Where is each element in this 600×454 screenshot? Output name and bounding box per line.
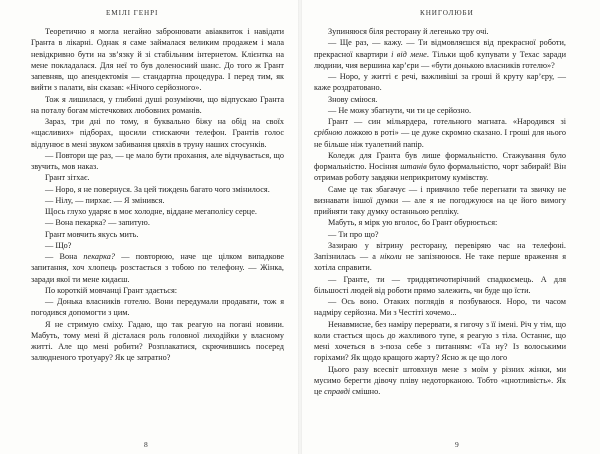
italic-run: пекарка? xyxy=(83,252,116,261)
paragraph xyxy=(31,184,284,195)
text-run: Саме це так збагачує — і привчило тебе перегнати та звичку не визнавати xyxy=(314,184,566,205)
text-run: іншої xyxy=(348,195,373,205)
text-run: Зупиняюся біля ресторану й легенько тру очі. xyxy=(328,27,489,36)
paragraph xyxy=(31,26,284,94)
paragraph xyxy=(314,184,566,218)
page-number: 8 xyxy=(144,440,148,449)
page-number: 9 xyxy=(455,440,459,449)
text-run: Зазираю у вітрину ресторану, перевіряю час на телефоні. Запізнилась — а xyxy=(314,240,566,261)
paragraph xyxy=(314,364,566,398)
text-run: — Нілу, — пирхає. — Я змінився. xyxy=(45,195,165,205)
text-run: не запізнююся. Не таке перше враження я хотіла справити. xyxy=(314,252,566,273)
text-run: — Донька власників готелю. Вони передумали продавати, тож я погодився допомогти з цим. xyxy=(31,297,284,318)
text-run: було формальністю, чорт забирай! Він отримав роботу завдяки неприкритому кумівству. xyxy=(314,162,566,183)
italic-run: ніколи xyxy=(380,252,402,261)
paragraph xyxy=(314,71,566,94)
right-page-body xyxy=(314,26,566,397)
paragraph xyxy=(31,217,284,228)
paragraph xyxy=(31,206,284,217)
text-run: Ненавмисне, без наміру перервати, я гигочу з її імені. Річ у тім, що коли стається щось до жахливого тупе, я реагую з тіла. Останнє, що мені хочеться в з-поза себе з питанням: «Та ну? Із волоськими горіхами? Як щодо кращого жарту? Ясно ж це що лого xyxy=(314,319,566,363)
text-run: Коледж для Гранта був лише формальністю. Стажування було формальністю. Носіння xyxy=(314,150,566,171)
paragraph xyxy=(314,105,566,116)
paragraph xyxy=(314,37,566,71)
text-run: — Повтори ще раз, — це мало бути прохання, але відчувається, що звучить, мов наказ. xyxy=(31,150,284,171)
paragraph xyxy=(314,240,566,274)
text-run: Знову сміюся. xyxy=(328,94,378,104)
paragraph xyxy=(31,94,284,117)
text-run: — Вона xyxy=(45,252,84,261)
text-run: По короткій мовчанці Грант здається: xyxy=(45,285,178,295)
text-run: . Тільки щоб купувати у Техас заради людини, чия вершина кар’єри — «бути донькою власників готелю»? xyxy=(314,49,567,70)
paragraph xyxy=(31,319,284,364)
text-run: — Не можу збагнути, чи ти це серйозно. xyxy=(328,105,472,115)
italic-run: справді xyxy=(324,387,351,396)
text-run: ложкою в роті» — це дуже скромно сказано. І гроші для нього не більше ніж туалетний папір. xyxy=(314,128,566,149)
paragraph xyxy=(314,217,566,228)
left-page-body xyxy=(31,26,284,364)
text-run: Зараз, три дні по тому, я буквально біжу на обід на своїх «щасливих» підборах, щосили стискаючи телефон. Грантів голос відлунює в мені звуком забивання цвяхів в труну наших стосунків. xyxy=(31,117,284,149)
text-run: — Ти про що? xyxy=(328,229,379,239)
paragraph xyxy=(314,94,566,105)
italic-run: штанів xyxy=(400,162,427,171)
text-run: Грант — син мільярдера, готельного магната. «Народився зі xyxy=(328,117,566,126)
right-page xyxy=(300,0,600,454)
paragraph xyxy=(314,26,566,37)
text-run: Грант зітхає. xyxy=(45,173,90,183)
italic-run: срібною xyxy=(314,128,343,138)
paragraph xyxy=(314,150,566,184)
text-run: — Гранте, ти — тридцятичотирічний спадкоємець. А для більшості людей від роботи прямо залежить, чи буде що їсти. xyxy=(314,274,566,295)
text-run: думки — але я не погоджуюся на це його вимогу прийняти таку думку останньою репліку. xyxy=(314,195,566,216)
running-header-author: ЕМІЛІ ГЕНРІ xyxy=(106,9,159,17)
text-run: — Норо, у житті є речі, важливіші за гроші й круту кар’єру, — каже роздратовано. xyxy=(314,72,566,93)
paragraph xyxy=(31,150,284,173)
paragraph xyxy=(31,229,284,240)
paragraph xyxy=(31,285,284,296)
paragraph xyxy=(314,229,566,240)
text-run: — Ще раз, — кажу. — Ти відмовляєшся від прекрасної роботи, прекрасної квартири xyxy=(314,38,566,59)
paragraph xyxy=(314,116,566,150)
paragraph xyxy=(31,172,284,183)
paragraph xyxy=(314,274,566,297)
paragraph xyxy=(314,296,566,319)
text-run: Цього разу всесвіт штовхнув мене з моїм у різних жінки, ми мусимо берегти дівочу пліву недоторканою. Тобто «цнотливість». Як це xyxy=(314,364,566,396)
paragraph xyxy=(31,251,284,285)
paragraph xyxy=(31,195,284,206)
paragraph xyxy=(31,240,284,251)
paragraph xyxy=(31,116,284,150)
text-run: Щось глухо ударяє в моє холодне, віддане мегаполісу серце. xyxy=(45,207,257,216)
text-run: Теоретично я могла негайно забронювати авіаквиток і навідати Гранта в лікарні. Однак я саме займалася великим продажем і мала невідкривно бути на зв’язку й зі стабільним інтернетом. Клієнтка на мене покладалася. Для неї то був доленосний шанс. До того ж Грант запевняв, що апендектомія — стандартна процедура. І перед тим, як вийти з палати, він сказав: «Нічого серйозного». xyxy=(31,27,284,93)
text-run: — Норо, я не повернуся. За цей тиждень багато чого змінилося. xyxy=(45,184,270,194)
text-run: — Вона пекарка? — запитую. xyxy=(45,218,150,228)
text-run: Грант мовчить якусь мить. xyxy=(45,229,139,239)
text-run: смішно. xyxy=(350,387,381,396)
paragraph xyxy=(314,319,566,364)
text-run: Мабуть, я мірк ую вголос, бо Грант обурюється: xyxy=(328,218,498,228)
text-run: — Ось воно. Отаких поглядів я позбуваюся. Норо, ти часом надміру серйозна. Ми з Честіті хочемо... xyxy=(314,297,566,318)
text-run: — Що? xyxy=(45,240,72,250)
italic-run: і від мене xyxy=(391,49,427,59)
text-run: — повторюю, наче ще цілком випадкове запитання, хоч хлопець розстається з тобою по телефону. — Жінка, заради якої ти мене кидаєш. xyxy=(31,252,284,284)
paragraph xyxy=(31,296,284,319)
running-header-title: КНИГОЛЮБИ xyxy=(420,9,474,17)
text-run: Тож я лишилася, у глибині душі розуміючи, що відпускаю Гранта на поталу богам містечкових любовних романів. xyxy=(31,94,284,115)
text-run: Я не стримую сміху. Гадаю, що так реагую на погані новини. Мабуть, тому мені й дісталася роль головної лиходійки у власному житті. Але що мені робити? Розплакатися, скрючившись посеред залюдненого тротуару? Як це затратно? xyxy=(31,319,284,363)
